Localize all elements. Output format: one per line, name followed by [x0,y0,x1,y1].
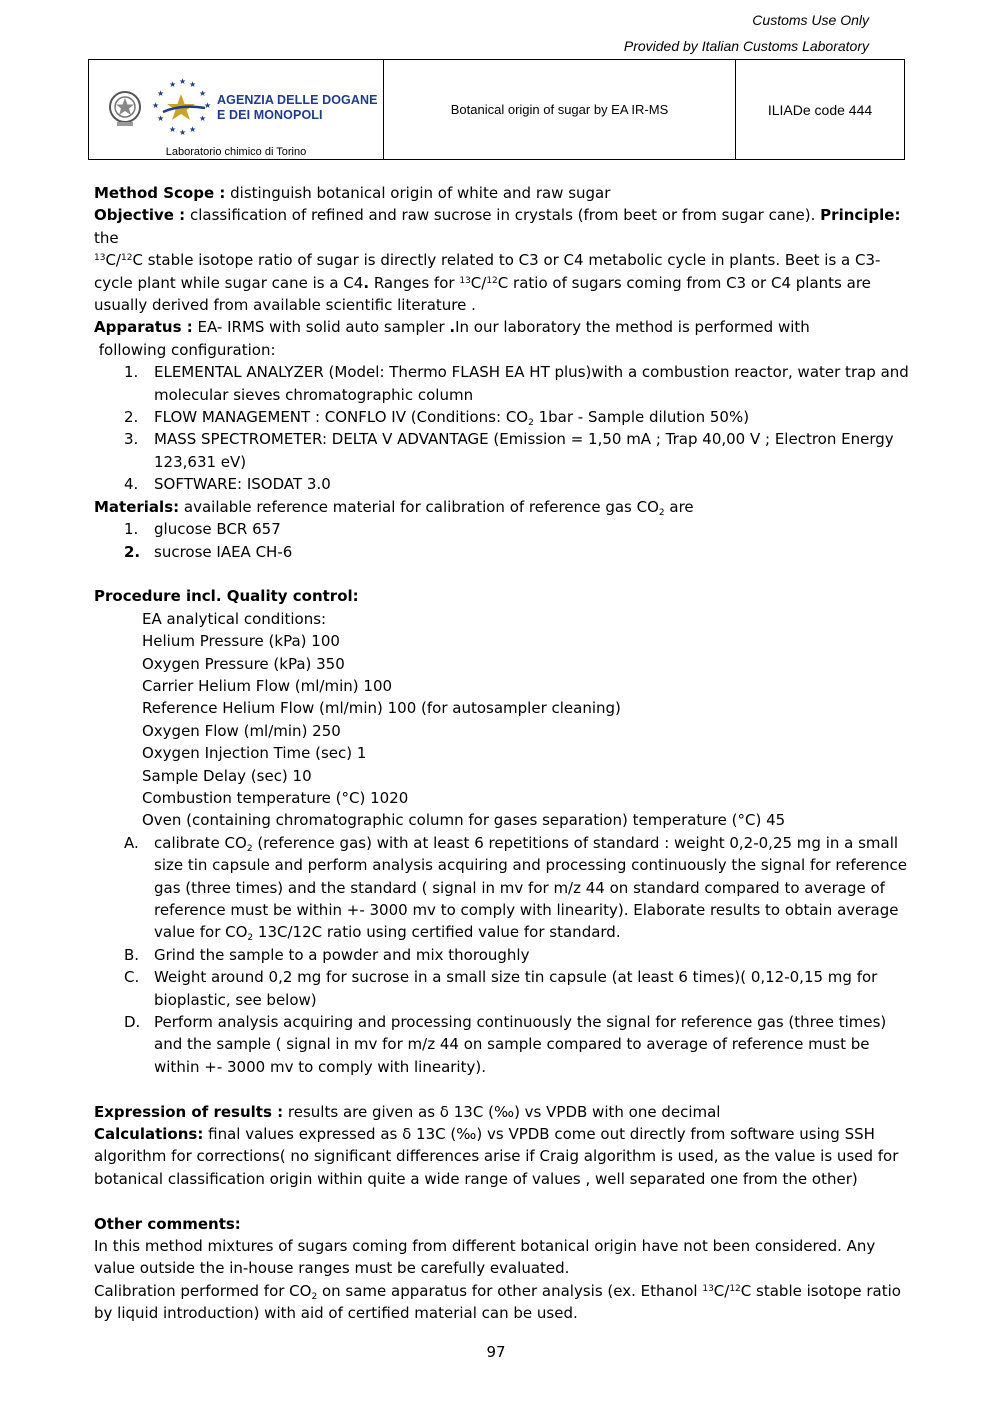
apparatus-label: Apparatus : [94,318,193,337]
svg-text:★: ★ [169,125,177,134]
list-item: D. Perform analysis acquiring and processing continuously the signal for reference gas (three times) and the sample ( signal in mv for m/z 44 on sample compared to average of reference must be within +- 3000 mv to comply with linearity). [124,1013,887,1076]
principle-pre: the [94,228,119,247]
expression-text: results are given as δ 13C (‰) vs VPDB with one decimal [287,1102,721,1121]
svg-text:★: ★ [157,89,165,98]
isotope-c2: C [497,273,509,292]
calculations-text: final values expressed as δ 13C (‰) vs VPDB come out directly from software using SSH algorithm for corrections( no significant differences arise if Craig algorithm is used, as the value is used for botanical classification origin within quite a wide range of values , well separated one from the other) [94,1125,899,1188]
list-item: Oxygen Pressure (kPa) 350 [142,654,345,673]
emblem-icon [107,87,143,129]
objective-text: classification of refined and raw sucrose in crystals (from beet or from sugar cane). [189,206,816,225]
svg-text:★: ★ [199,114,207,123]
svg-text:★: ★ [169,80,177,89]
list-item: 4. SOFTWARE: ISODAT 3.0 [124,475,331,494]
apparatus-text-a: EA- IRMS with solid auto sampler [197,318,445,337]
materials-list [94,518,909,563]
materials-label: Materials: [94,497,180,516]
svg-text:★: ★ [189,80,197,89]
list-item: C. Weight around 0,2 mg for sucrose in a small size tin capsule (at least 6 times)( 0,12-0,15 mg for bioplastic, see below) [124,968,878,1009]
svg-text:★: ★ [199,89,207,98]
isotope-sup-12: 12 [486,275,498,286]
isotope-c2: C [132,251,143,270]
apparatus-text-b: In our laboratory the method is performed with [455,318,810,337]
list-item: Oxygen Injection Time (sec) 1 [142,744,367,763]
list-item: 1. ELEMENTAL ANALYZER (Model: Thermo FLASH EA HT plus)with a combustion reactor, water trap and molecular sieves chromatographic column [124,363,909,404]
other-comments-label: Other comments: [94,1214,241,1233]
procedure-steps [94,832,909,1078]
procedure-label: Procedure incl. Quality control: [94,587,359,606]
list-item: 1. glucose BCR 657 [124,520,281,539]
agency-logo [107,78,378,138]
logo-cell [89,60,384,160]
provider-note: Provided by Italian Customs Laboratory [623,38,869,54]
method-scope-text: distinguish botanical origin of white and raw sugar [230,184,611,202]
list-item: 2. FLOW MANAGEMENT : CONFLO IV (Conditions: $CO_2$ 1bar - Sample dilution 50%) [124,408,750,429]
expression-of-results [94,1101,909,1123]
isotope-sup-13: 13 [459,275,471,286]
list-item: Oxygen Flow (ml/min) 250 [142,721,341,740]
isotope-sup-12: 12 [120,253,133,264]
list-item: EA analytical conditions: [142,609,327,628]
list-item: A. calibrate $CO_2$ (reference gas) with at least 6 repetitions of standard : weight 0,2-0,25 mg in a small size tin capsule and perform analysis acquiring and processing continuously the signal for reference gas (three times) and the standard ( signal in mv for m/z 44 on standard compared to average of reference must be within +- 3000 mv to comply with linearity). Elaborate results to obtain average value for $CO_2$ 13C/12C ratio using certified value for standard. [124,833,907,944]
list-item: Reference Helium Flow (ml/min) 100 (for autosampler cleaning) [142,699,621,718]
document-title: Botanical origin of sugar by EA IR-MS [384,60,736,160]
svg-text:★: ★ [204,101,212,110]
lab-name: Laboratorio chimico di Torino [165,146,307,158]
agency-name-line1: AGENZIA DELLE DOGANE [217,93,378,107]
list-item: 2. sucrose IAEA CH-6 [124,542,293,561]
principle-label: Principle: [820,206,901,225]
iliade-code: ILIADe code 444 [736,60,905,160]
isotope-sup-12: 12 [729,1283,741,1294]
apparatus: Apparatus : EA- IRMS with solid auto sampler .In our laboratory the method is performed with following configuration: [94,318,810,359]
list-item: 3. MASS SPECTROMETER: DELTA V ADVANTAGE (Emission = 1,50 mA ; Trap 40,00 V ; Electron Energy 123,631 eV) [124,430,894,471]
ranges-pre: Ranges for [373,273,455,292]
stars-logo-icon [149,78,213,138]
objective-label: Objective : [94,206,186,225]
agency-name [217,93,378,123]
svg-text:★: ★ [179,128,187,137]
isotope-c: C/ [470,273,487,292]
list-item: Helium Pressure (kPa) 100 [142,632,340,651]
method-scope [94,182,909,204]
apparatus-text-c: following configuration: [98,340,276,359]
other-comments-p1: In this method mixtures of sugars coming from different botanical origin have not been considered. Any value outside the in-house ranges must be carefully evaluated. [94,1237,876,1278]
isotope-c: C/ [105,251,121,270]
list-item: Oven (containing chromatographic column for gases separation) temperature (°C) 45 [142,811,786,830]
other-comments-p2: Calibration performed for $CO_2$ on same apparatus for other analysis (ex. Ethanol $^{13}$C/$^{12}$C stable isotope ratio by liquid introduction) with aid of certified material can be used. [94,1281,901,1323]
list-item: Combustion temperature (°C) 1020 [142,788,409,807]
svg-text:★: ★ [157,114,165,123]
svg-text:★: ★ [152,101,160,110]
svg-text:★: ★ [179,78,187,86]
isotope-sup-13: 13 [702,1283,714,1294]
apparatus-list [94,361,909,495]
isotope-sup-13: 13 [94,253,106,264]
agency-name-line2: E DEI MONOPOLI [217,108,323,122]
ranges-post: ratio of sugars coming from C3 or C4 plants are usually derived from available scientific literature . [94,273,871,315]
list-item: Sample Delay (sec) 10 [142,766,312,785]
principle-body: stable isotope ratio of sugar is directly related to C3 or C4 metabolic cycle in plants. Beet is a C3-cycle plant while sugar cane is a C4 [94,251,881,292]
calculations-label: Calculations: [94,1125,204,1144]
ea-conditions [94,608,909,832]
svg-text:★: ★ [189,125,197,134]
list-item: B. Grind the sample to a powder and mix thoroughly [124,945,530,964]
method-scope-label: Method Scope : [94,184,226,202]
document-body [94,182,909,1325]
header-table [88,59,905,160]
expression-label: Expression of results : [94,1102,284,1121]
calculations [94,1123,909,1190]
objective: Objective : classification of refined and raw sucrose in crystals (from beet or from sugar cane). Principle: the $^{13}$C/$^{12}$C stable isotope ratio of sugar is directly related to C3 or C4 metabolic cycle in plants. Beet is a C3-cycle plant while sugar cane is a C4. Ranges for $^{13}$C/$^{12}$C ratio of sugars coming from C3 or C4 plants are usually derived from available scientific literature . [94,206,901,315]
list-item: Carrier Helium Flow (ml/min) 100 [142,676,393,695]
customs-use-note: Customs Use Only [752,12,869,28]
page-number: 97 [486,1343,506,1361]
materials: Materials: available reference material for calibration of reference gas $CO_2$ are [94,497,694,518]
